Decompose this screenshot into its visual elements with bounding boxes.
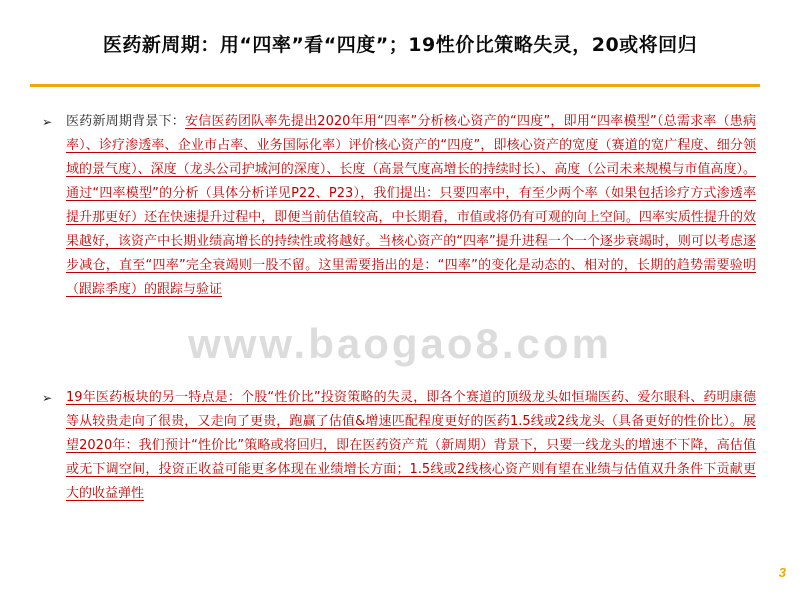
bullet-body-text: 安信医药团队率先提出2020年用“四率”分析核心资产的“四度”，即用“四率模型”（总需求率（患病率）、诊疗渗透率、企业市占率、业务国际化率）评价核心资产的“四度”，即核心资产的宽度（赛道的宽广程度、细分领域的景气度）、深度（龙头公司护城河的深度）、长度（高景气度高增长的持续时长）、高度（公司未来规模与市值高度）。通过“四率模型”的分析（具体分析详见P22、P23），我们提出：只要四率中，有至少两个率（如果包括诊疗方式渗透率提升那更好）还在快速提升过程中，即便当前估值较高，中长期看，市值或将仍有可观的向上空间。四率实质性提升的效果越好，该资产中长期业绩高增长的持续性或将越好。当核心资产的“四率”提升进程一个一个逐步衰竭时，则可以考虑逐步减仓，直至“四率”完全衰竭则一股不留。这里需要指出的是：“四率”的变化是动态的、相对的，长期的趋势需要验明（跟踪季度）的跟踪与验证: [66, 114, 756, 297]
bullet-point-new-cycle: [42, 110, 756, 302]
title-divider: [30, 84, 760, 87]
bullet-body-text: 19年医药板块的另一特点是：个股“性价比”投资策略的失灵，即各个赛道的顶级龙头如恒瑞医药、爱尔眼科、药明康德等从较贵走向了很贵，又走向了更贵，跑赢了估值&增速匹配程度更好的医药1.5线或2线龙头（具备更好的性价比）。展望2020年：我们预计“性价比”策略或将回归，即在医药资产荒（新周期）背景下，只要一线龙头的增速不下降，高估值或无下调空间，投资正收益可能更多体现在业绩增长方面；1.5线或2线核心资产则有望在业绩与估值双升条件下贡献更大的收益弹性: [66, 390, 756, 501]
slide-title: 医药新周期：用“四率”看“四度”；19性价比策略失灵，20或将回归: [102, 34, 698, 56]
arrow-bullet-icon: ➢: [42, 115, 53, 129]
arrow-bullet-icon: ➢: [42, 391, 53, 405]
bullet-point-value-strategy: [42, 386, 756, 506]
watermark: www.baogao8.com: [188, 320, 612, 367]
page-number: 3: [778, 565, 786, 580]
bullet-lead-text: 医药新周期背景下：: [66, 114, 186, 129]
